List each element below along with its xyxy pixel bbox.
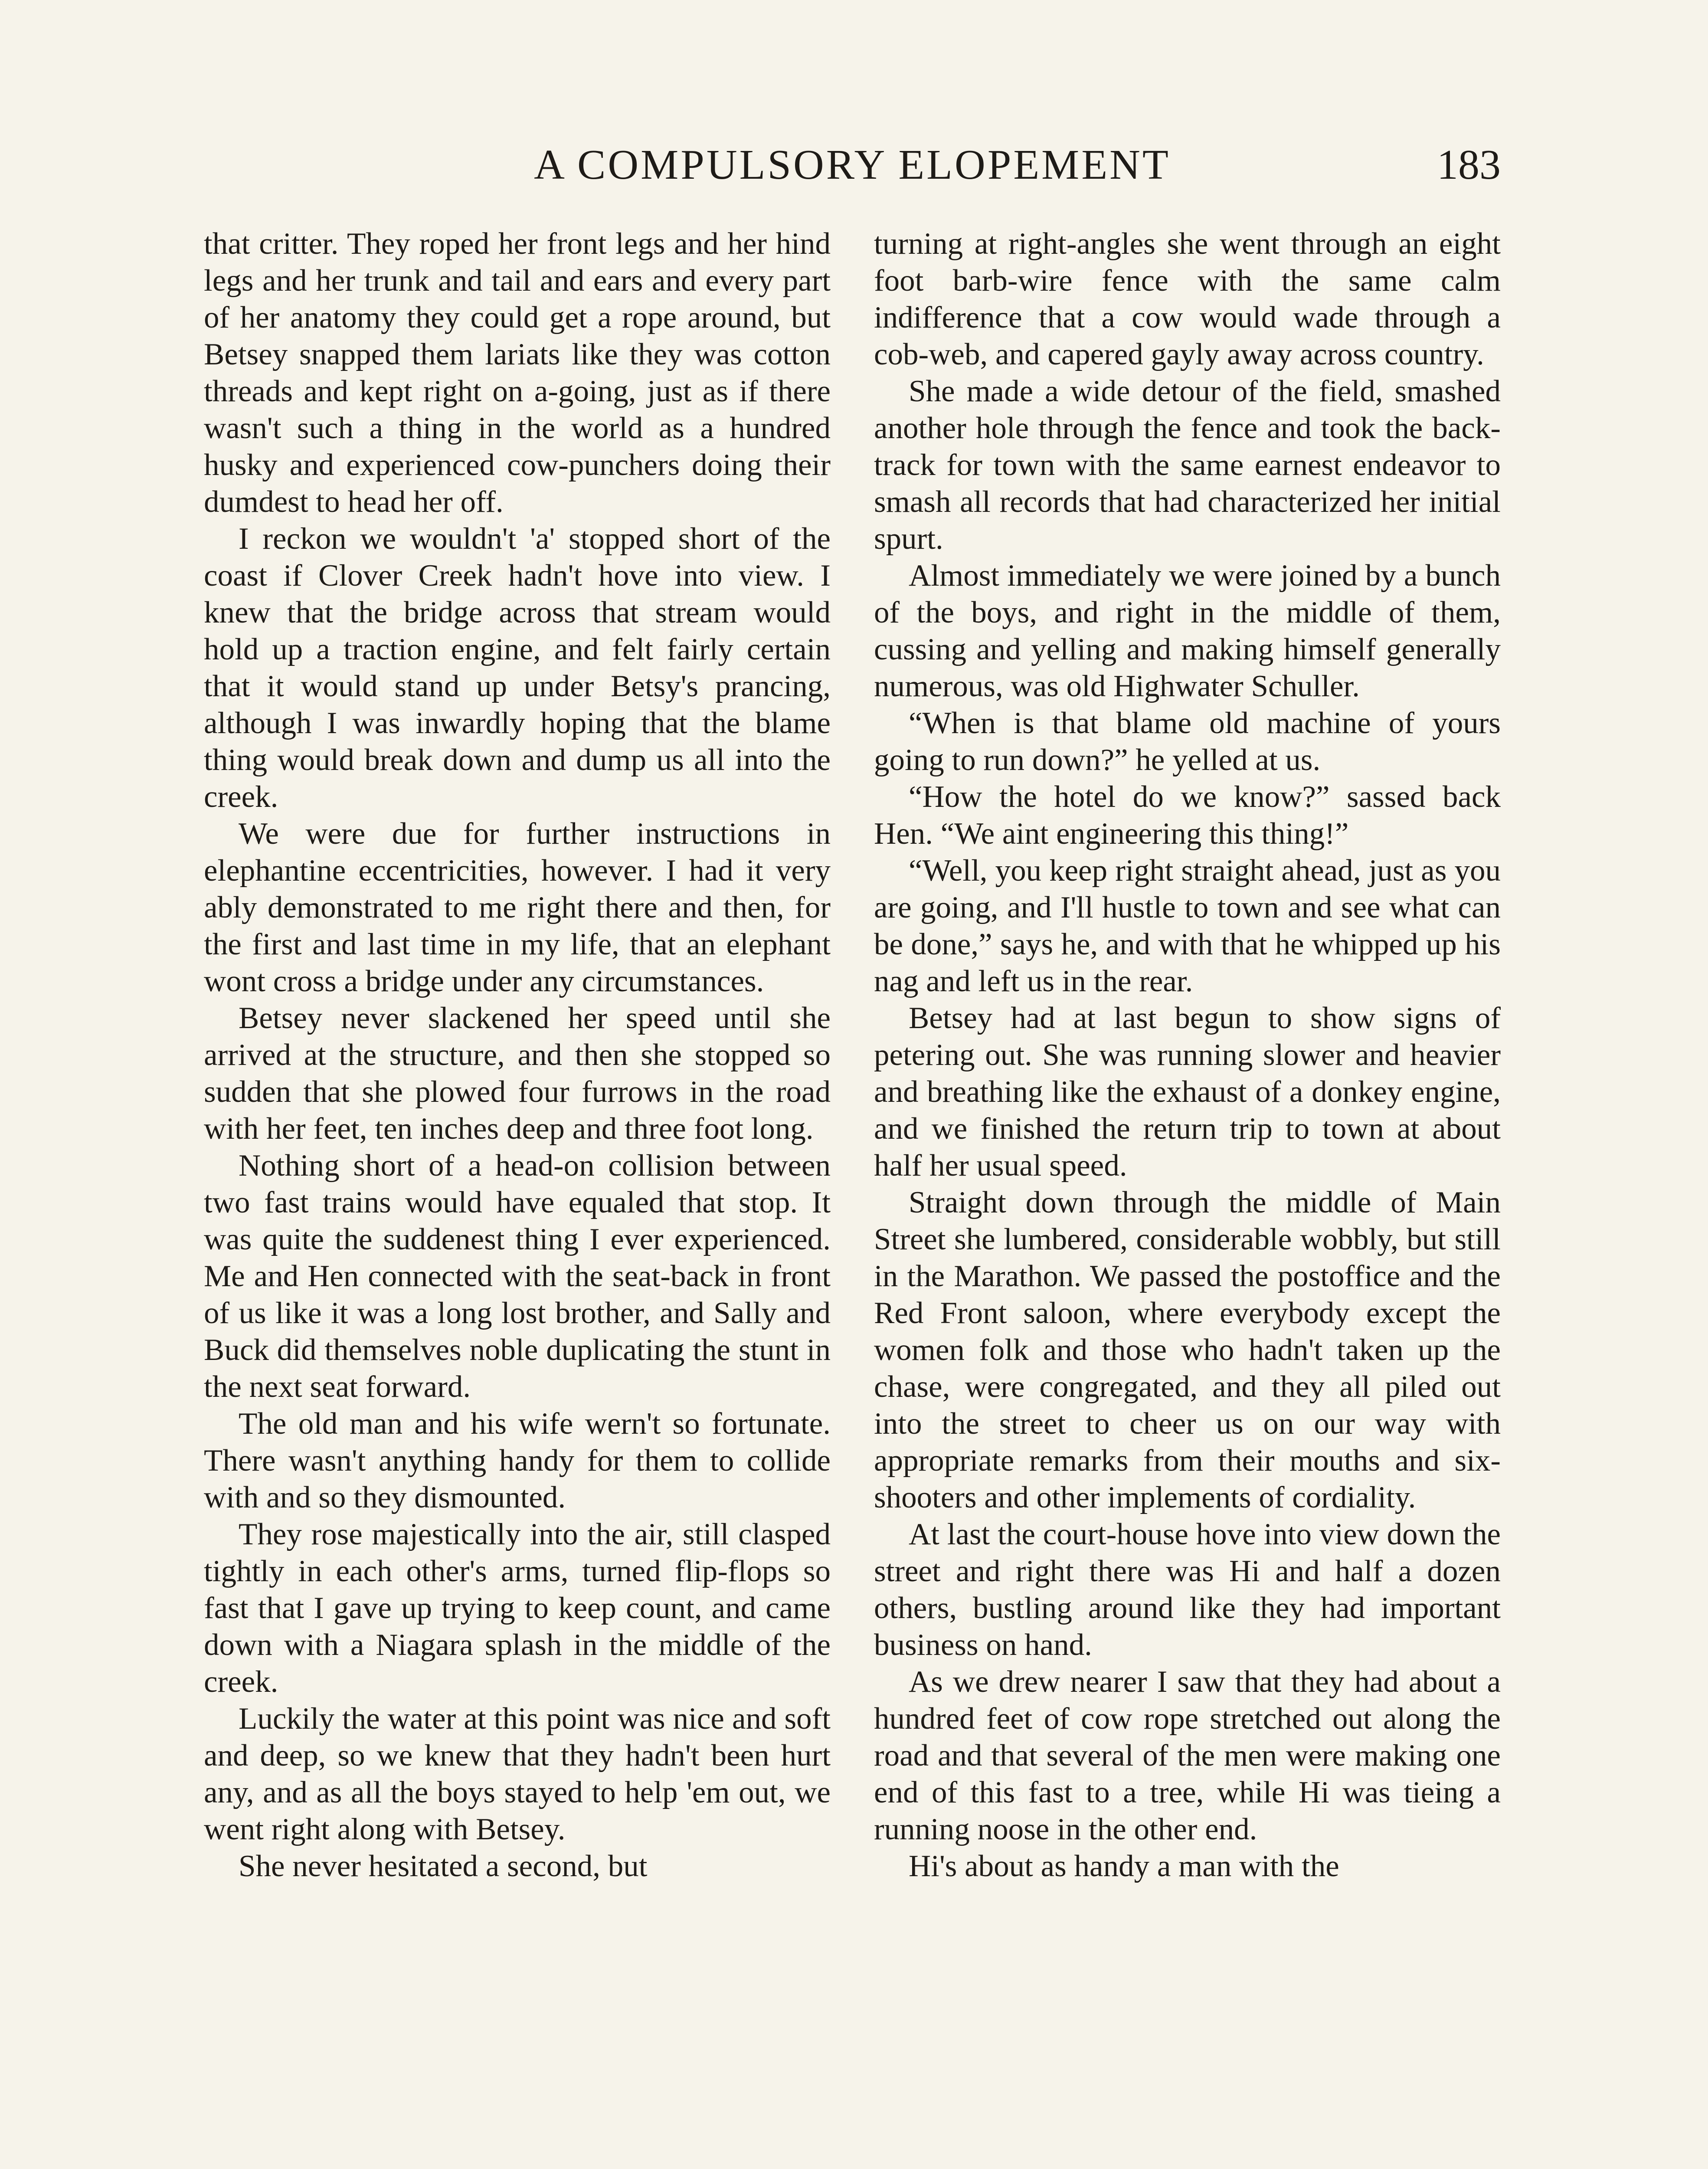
paragraph: She never hesitated a second, but (239, 1849, 648, 1883)
paragraph: I reckon we wouldn't 'a' stopped short of the coast if Clover Creek hadn't hove into view. I knew that the bridge across that stream would hold up a traction engine, and felt fairly certain that it would stand up under Betsy's prancing, although I was inwardly hoping that the blame thing would break down and dump us all into the creek. (204, 522, 831, 814)
paragraph: The old man and his wife wern't so fortunate. There wasn't anything handy for them to collide with and so they dismounted. (204, 1407, 831, 1514)
paragraph: “Well, you keep right straight ahead, just as you are going, and I'll hustle to town and see what can be done,” says he, and with that he whipped up his nag and left us in the rear. (874, 854, 1501, 998)
paragraph: She made a wide detour of the field, smashed another hole through the fence and took the back-track for town with the same earnest endeavor to smash all records that had characterized her initial spurt. (874, 374, 1501, 556)
paragraph: Betsey never slackened her speed until she arrived at the structure, and then she stopped so sudden that she plowed four furrows in the road with her feet, ten inches deep and three foot long. (204, 1001, 831, 1146)
paragraph: Nothing short of a head-on collision between two fast trains would have equaled that stop. It was quite the suddenest thing I ever experienced. Me and Hen connected with the seat-back in front of us like it was a long lost brother, and Sally and Buck did themselves noble duplicating the stunt in the next seat forward. (204, 1149, 831, 1404)
paragraph: Betsey had at last begun to show signs of petering out. She was running slower and heavier and breathing like the exhaust of a donkey engine, and we finished the return trip to town at about half her usual speed. (874, 1001, 1501, 1183)
page-number: 183 (1437, 141, 1501, 188)
paragraph: that critter. They roped her front legs and her hind legs and her trunk and tail and ears and every part of her anatomy they could get a rope around, but Betsey snapped them lariats like they was cotton threads and kept right on a-going, just as if there wasn't such a thing in the world as a hundred husky and experienced cow-punchers doing their dumdest to head her off. (204, 227, 831, 519)
paragraph: They rose majestically into the air, still clasped tightly in each other's arms, turned flip-flops so fast that I gave up trying to keep count, and came down with a Niagara splash in the middle of the creek. (204, 1517, 831, 1699)
paragraph: Straight down through the middle of Main Street she lumbered, considerable wobbly, but still in the Marathon. We passed the postoffice and the Red Front saloon, where everybody except the women folk and those who hadn't taken up the chase, were congregated, and they all piled out into the street to cheer us on our way with appropriate remarks from their mouths and six-shooters and other implements of cordiality. (874, 1186, 1501, 1514)
paragraph: Almost immediately we were joined by a bunch of the boys, and right in the middle of them, cussing and yelling and making himself generally numerous, was old Highwater Schuller. (874, 559, 1501, 703)
running-title: A COMPULSORY ELOPEMENT (534, 141, 1171, 188)
paragraph: Hi's about as handy a man with the (909, 1849, 1339, 1883)
page-header (204, 134, 1501, 195)
paragraph: At last the court-house hove into view down the street and right there was Hi and half a dozen others, bustling around like they had important business on hand. (874, 1517, 1501, 1662)
paragraph: turning at right-angles she went through an eight foot barb-wire fence with the same calm indifference that a cow would wade through a cob-web, and capered gayly away across country. (874, 227, 1501, 371)
paragraph: We were due for further instructions in elephantine eccentricities, however. I had it very ably demonstrated to me right there and then, for the first and last time in my life, that an elephant wont cross a bridge under any circumstances. (204, 817, 831, 998)
text-column-left (204, 226, 831, 2169)
paragraph: “How the hotel do we know?” sassed back Hen. “We aint engineering this thing!” (874, 780, 1501, 851)
paragraph: “When is that blame old machine of yours going to run down?” he yelled at us. (874, 706, 1501, 777)
paragraph: As we drew nearer I saw that they had about a hundred feet of cow rope stretched out along the road and that several of the men were making one end of this fast to a tree, while Hi was tieing a running noose in the other end. (874, 1665, 1501, 1846)
text-column-right (874, 226, 1501, 2169)
paragraph: Luckily the water at this point was nice and soft and deep, so we knew that they hadn't been hurt any, and as all the boys stayed to help 'em out, we went right along with Betsey. (204, 1702, 831, 1846)
